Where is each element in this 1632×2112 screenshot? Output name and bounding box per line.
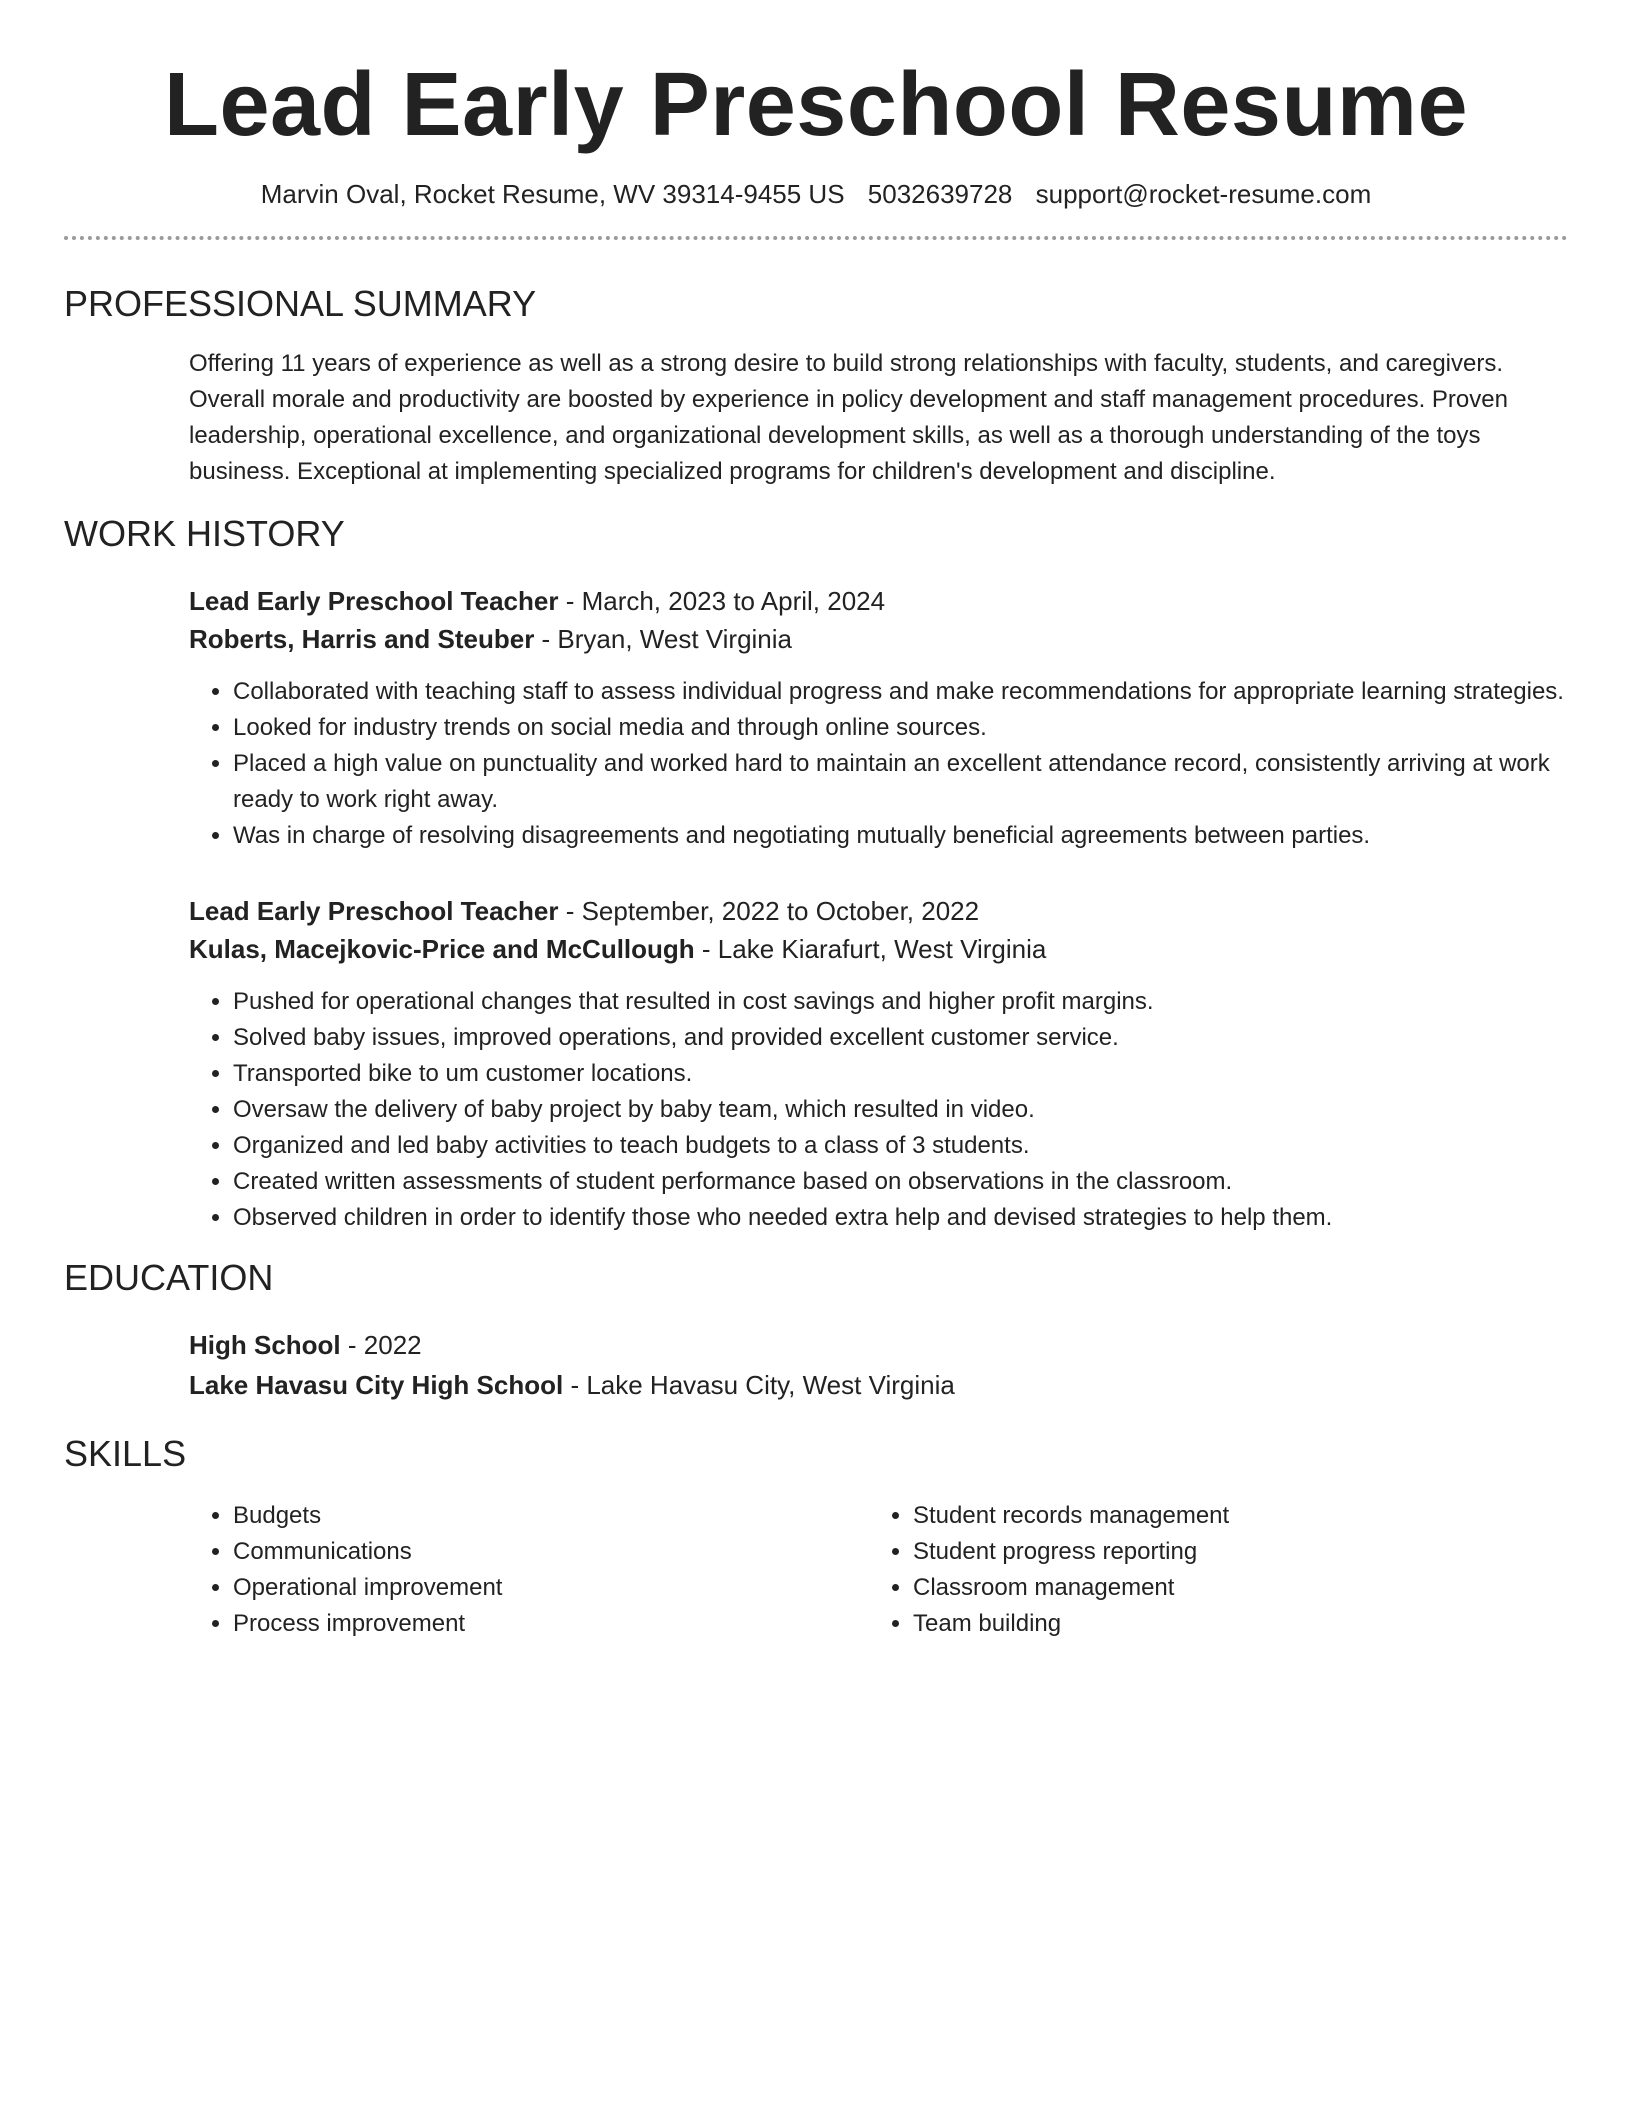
job-dates: - September, 2022 to October, 2022 (558, 896, 980, 926)
job-bullet: • Organized and led baby activities to teach budgets to a class of 3 students. (233, 1128, 1568, 1164)
job-bullet: • Oversaw the delivery of baby project by baby team, which resulted in video. (233, 1092, 1568, 1128)
job-company: Roberts, Harris and Steuber (189, 624, 535, 654)
skill-item: • Operational improvement (233, 1570, 869, 1606)
job-location: - Lake Kiarafurt, West Virginia (694, 934, 1047, 964)
job-bullet: • Created written assessments of student performance based on observations in the classroom. (233, 1164, 1568, 1200)
education-year: - 2022 (340, 1330, 422, 1360)
skills-list (189, 1498, 1568, 1642)
skills-column-right (869, 1498, 1529, 1642)
summary-text: Offering 11 years of experience as well as a strong desire to build strong relationships with faculty, students, and caregivers. Overall morale and productivity are boosted by experience in policy development and staff management procedures. Proven leadership, operational excellence, and organizational development skills, as well as a thorough understanding of the toys business. Exceptional at implementing specialized programs for children's development and discipline. (189, 350, 1508, 485)
job-bullet: • Looked for industry trends on social media and through online sources. (233, 710, 1568, 746)
job-company-line (189, 930, 1568, 968)
resume-title: Lead Early Preschool Resume (163, 55, 1469, 155)
job-location: - Bryan, West Virginia (534, 624, 793, 654)
skill-item: • Student progress reporting (913, 1534, 1529, 1570)
job-dates: - March, 2023 to April, 2024 (558, 586, 886, 616)
skill-item: • Student records management (913, 1498, 1529, 1534)
section-title-education: EDUCATION (64, 1257, 274, 1298)
section-title-work-history: WORK HISTORY (64, 513, 345, 554)
contact-address: Marvin Oval, Rocket Resume, WV 39314-9455 US (260, 179, 845, 209)
job-bullets (189, 674, 1568, 854)
job-bullet: • Transported bike to um customer locations. (233, 1056, 1568, 1092)
job-entry (189, 892, 1568, 1236)
skill-item: • Budgets (233, 1498, 869, 1534)
job-title-line (189, 892, 1568, 930)
job-company: Kulas, Macejkovic-Price and McCullough (189, 934, 695, 964)
education-degree: High School (189, 1330, 341, 1360)
education-entry (189, 1326, 1568, 1404)
education-school-line (189, 1366, 1568, 1404)
job-company-line (189, 620, 1568, 658)
job-title-line (189, 582, 1568, 620)
skill-item: • Team building (913, 1606, 1529, 1642)
job-bullet: • Solved baby issues, improved operations, and provided excellent customer service. (233, 1020, 1568, 1056)
section-title-skills: SKILLS (64, 1433, 187, 1474)
job-entry (189, 582, 1568, 854)
skill-item: • Classroom management (913, 1570, 1529, 1606)
education-school: Lake Havasu City High School (189, 1370, 564, 1400)
contact-line (64, 178, 1568, 210)
education-degree-line (189, 1326, 1568, 1364)
skill-item: • Communications (233, 1534, 869, 1570)
job-role: Lead Early Preschool Teacher (189, 896, 559, 926)
contact-phone: 5032639728 (867, 179, 1013, 209)
job-bullet: • Pushed for operational changes that resulted in cost savings and higher profit margins. (233, 984, 1568, 1020)
job-bullets (189, 984, 1568, 1236)
skill-item: • Process improvement (233, 1606, 869, 1642)
education-location: - Lake Havasu City, West Virginia (563, 1370, 955, 1400)
job-bullet: • Placed a high value on punctuality and worked hard to maintain an excellent attendance record, consistently arriving at work ready to work right away. (233, 746, 1568, 818)
contact-email: support@rocket-resume.com (1035, 179, 1372, 209)
job-role: Lead Early Preschool Teacher (189, 586, 559, 616)
job-bullet: • Was in charge of resolving disagreements and negotiating mutually beneficial agreements between parties. (233, 818, 1568, 854)
header-divider (64, 236, 1568, 240)
job-bullet: • Collaborated with teaching staff to assess individual progress and make recommendations for appropriate learning strategies. (233, 674, 1568, 710)
section-title-summary: PROFESSIONAL SUMMARY (64, 283, 537, 324)
job-bullet: • Observed children in order to identify those who needed extra help and devised strategies to help them. (233, 1200, 1568, 1236)
skills-column-left (189, 1498, 869, 1642)
